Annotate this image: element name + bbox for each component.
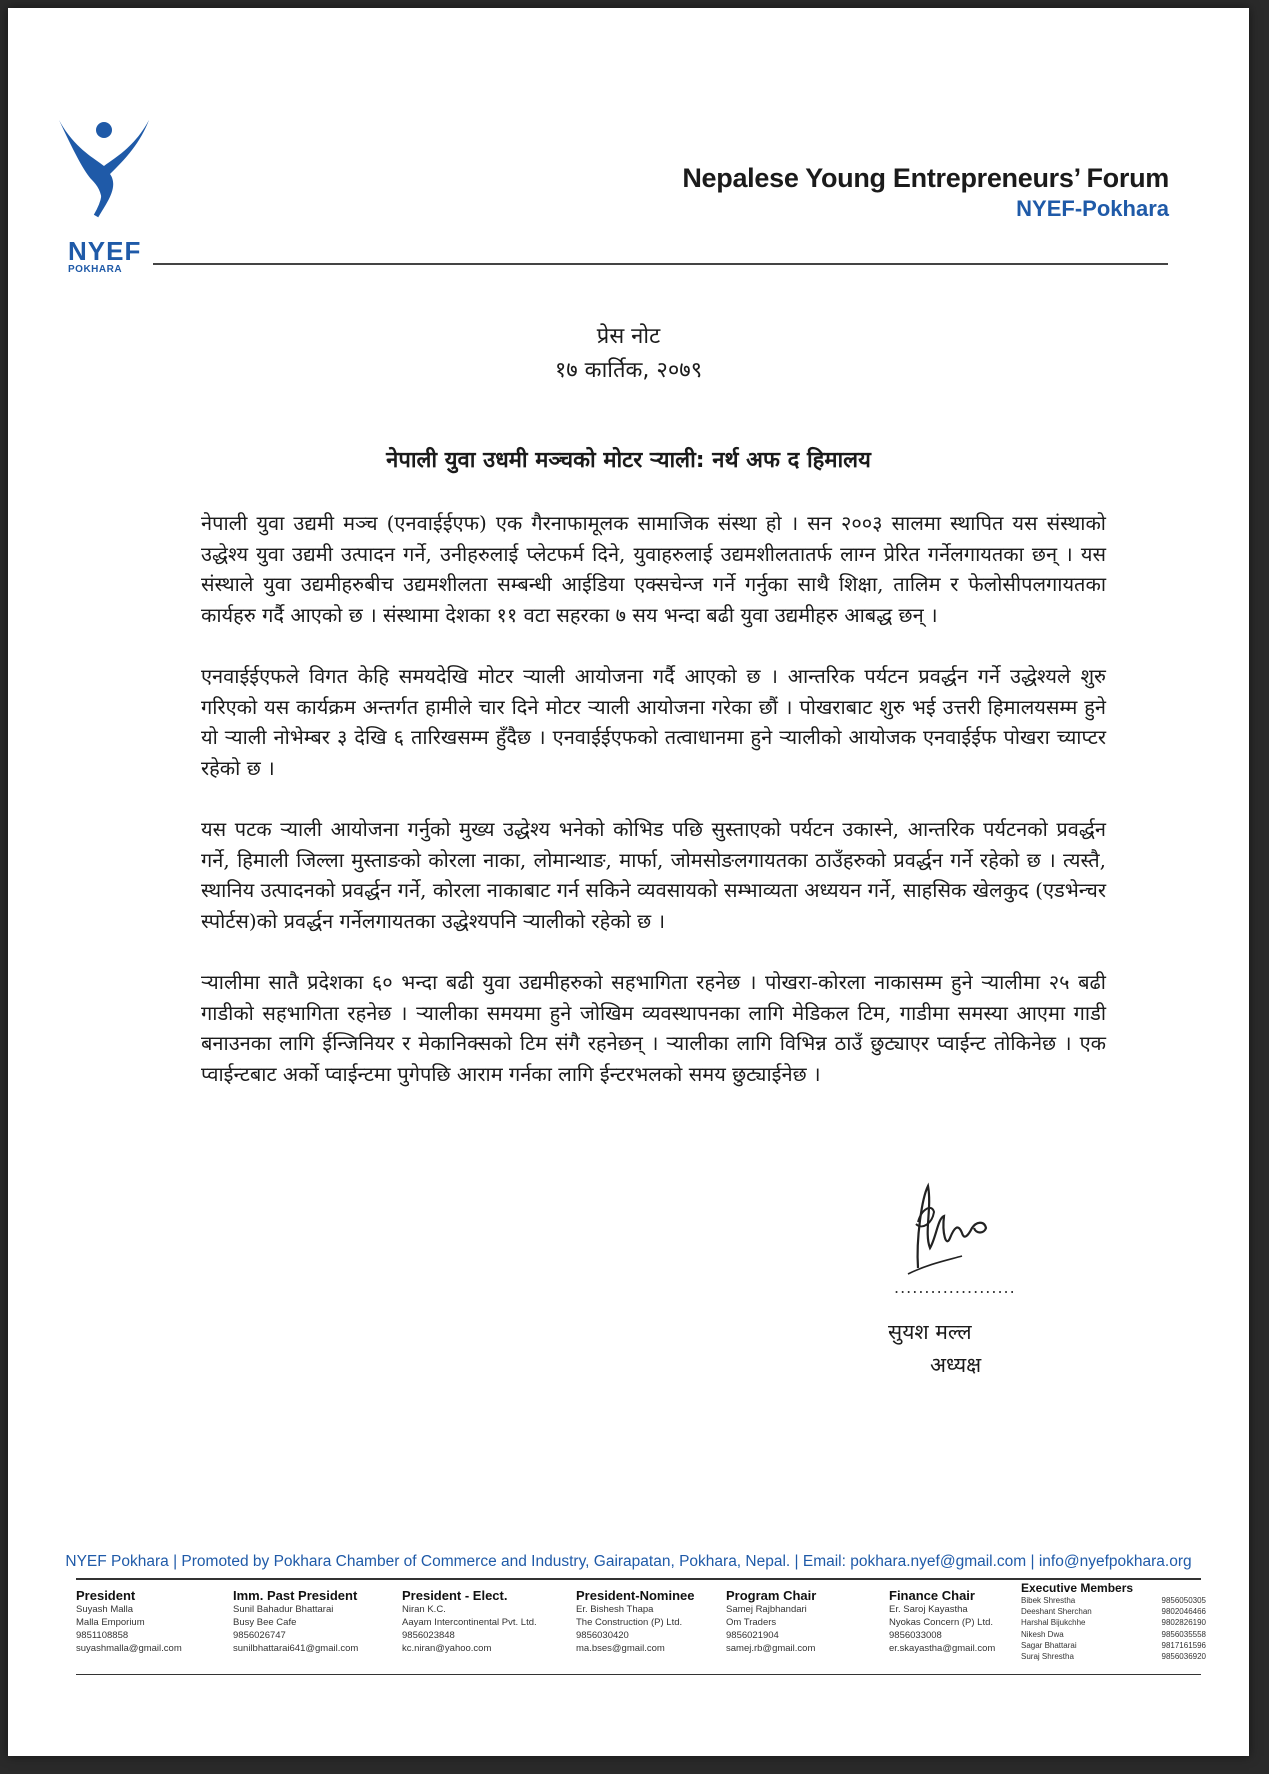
press-note-date: १७ कार्तिक, २०७९ — [554, 358, 703, 383]
body-paragraph-2: एनवाईईएफले विगत केहि समयदेखि मोटर र्‍याली आयोजना गर्दै आएको छ । आन्तरिक पर्यटन प्रवर्द्धन गर्ने उद्धेश्यले शुरु गरिएको यस कार्यक्रम अन्तर्गत हामीले चार दिने मोटर र्‍याली आयोजना गरेका छौं । पोखराबाट शुरु भई उत्तरी हिमालयसम्म हुने यो र्‍याली नोभेम्बर ३ देखि ६ तारिखसम्म हुँदैछ । एनवाईईएफको तत्वाधानमा हुने र्‍यालीको आयोजक एनवाईईफ पोखरा च्याप्टर रहेको छ । — [201, 664, 1106, 780]
footer-contact-line: NYEF Pokhara | Promoted by Pokhara Chamber of Commerce and Industry, Gairapatan, Pokhara, Nepal. | Email: pokhara.nyef@gmail.com | info@nyefpokhara.org — [65, 1553, 1192, 1570]
footer-bottom-divider — [76, 1674, 1201, 1675]
signature-scribble — [888, 1178, 1058, 1278]
body-paragraph-1: नेपाली युवा उद्यमी मञ्च (एनवाईईएफ) एक गैरनाफामूलक सामाजिक संस्था हो । सन २००३ सालमा स्थापित यस संस्थाको उद्धेश्य युवा उद्यमी उत्पादन गर्ने, उनीहरुलाई प्लेटफर्म दिने, युवाहरुलाई उद्यमशीलतातर्फ लाग्न प्रेरित गर्नेलगायतका छन् । यस संस्थाले युवा उद्यमीहरुबीच उद्यमशीलता सम्बन्धी आईडिया एक्सचेन्ज गर्ने गर्नुका साथै शिक्षा, तालिम र फेलोसीपलगायतका कार्यहरु गर्दै आएको छ । संस्थामा देशका ११ वटा सहरका ७ सय भन्दा बढी युवा उद्यमीहरु आबद्ध छन् । — [201, 511, 1106, 627]
press-note-page — [8, 8, 1249, 1756]
executive-member-row: Harshal Bijukchhe 9802826190 — [1021, 1618, 1206, 1628]
footer-divider — [76, 1578, 1201, 1580]
member-president: President Suyash Malla Malla Emporium 9851108858 suyashmalla@gmail.com — [76, 1588, 182, 1654]
press-note-title: प्रेस नोट — [596, 324, 661, 349]
member-president-nominee: President-Nominee Er. Bishesh Thapa The Construction (P) Ltd. 9856030420 ma.bses@gmail.com — [576, 1588, 695, 1654]
executive-member-row: Suraj Shrestha 9856036920 — [1021, 1652, 1206, 1662]
organization-name: Nepalese Young Entrepreneurs’ Forum — [682, 163, 1169, 193]
executive-member-row: Nikesh Dwa 9856035558 — [1021, 1629, 1206, 1639]
executive-member-row: Deeshant Sherchan 9802046466 — [1021, 1607, 1206, 1617]
logo-subtext: POKHARA — [68, 264, 123, 275]
press-note-body — [201, 508, 1106, 1120]
member-program-chair: Program Chair Samej Rajbhandari Om Traders 9856021904 samej.rb@gmail.com — [726, 1588, 817, 1654]
body-paragraph-4: र्‍यालीमा सातै प्रदेशका ६० भन्दा बढी युवा उद्यमीहरुको सहभागिता रहनेछ । पोखरा-कोरला नाकासम्म हुने र्‍यालीमा २५ बढी गाडीको सहभागिता रहनेछ । र्‍यालीका समयमा हुने जोखिम व्यवस्थापनका लागि मेडिकल टिम, गाडीमा समस्या आएमा गाडी बनाउनका लागि ईन्जिनियर र मेकानिक्सको टिम संगै रहनेछन् । र्‍यालीका लागि विभिन्न ठाउँ छुट्याएर प्वाईन्ट तोकिनेछ । एक प्वाईन्टबाट अर्को प्वाईन्टमा पुगेपछि आराम गर्नका लागि ईन्टरभलको समय छुट्याईनेछ । — [201, 970, 1106, 1086]
signer-name: सुयश मल्ल — [888, 1320, 972, 1344]
body-paragraph-3: यस पटक र्‍याली आयोजना गर्नुको मुख्य उद्धेश्य भनेको कोभिड पछि सुस्ताएको पर्यटन उकास्ने, आन्तरिक पर्यटनको प्रवर्द्धन गर्ने, हिमाली जिल्ला मुस्ताङको कोरला नाका, लोमान्थाङ, मार्फा, जोमसोङलगायतका ठाउँहरुको प्रवर्द्धन गर्ने रहेको छ । त्यस्तै, स्थानिय उत्पादनको प्रवर्द्धन गर्ने, कोरला नाकाबाट गर्न सकिने व्यवसायको सम्भाव्यता अध्ययन गर्ने, साहसिक खेलकुद (एडभेन्चर स्पोर्टस)को प्रवर्द्धन गर्नेलगायतका उद्धेश्यपनि र्‍यालीको रहेको छ । — [201, 817, 1106, 933]
member-president-elect: President - Elect. Niran K.C. Aayam Intercontinental Pvt. Ltd. 9856023848 kc.niran@yahoo.com — [402, 1588, 537, 1654]
nyef-figure-icon — [54, 118, 154, 238]
organization-chapter: NYEF-Pokhara — [1016, 196, 1169, 221]
footer-members — [76, 1581, 1206, 1668]
member-imm-past-president: Imm. Past President Sunil Bahadur Bhattarai Busy Bee Cafe 9856026747 sunilbhattarai641@gmail.com — [233, 1588, 359, 1654]
signer-title: अध्यक्ष — [930, 1353, 982, 1377]
logo-text: NYEF — [68, 236, 142, 266]
signature-line: .................... — [894, 1278, 1016, 1297]
executive-members: Executive Members Bibek Shrestha 9856050305 Deeshant Sherchan 9802046466 Harshal Bijukchhe 9802826190 Nikesh Dwa 9856035558 Sagar Bhattarai 9817161596 Suraj Shrestha 9856036920 — [1021, 1581, 1206, 1662]
executive-member-row: Bibek Shrestha 9856050305 — [1021, 1596, 1206, 1605]
press-note-headline: नेपाली युवा उधमी मञ्चको मोटर र्‍याली: नर्थ अफ द हिमालय — [386, 448, 871, 473]
header-divider — [153, 263, 1168, 265]
member-finance-chair: Finance Chair Er. Saroj Kayastha Nyokas Concern (P) Ltd. 9856033008 er.skayastha@gmail.com — [889, 1588, 996, 1654]
executive-member-row: Sagar Bhattarai 9817161596 — [1021, 1640, 1206, 1650]
